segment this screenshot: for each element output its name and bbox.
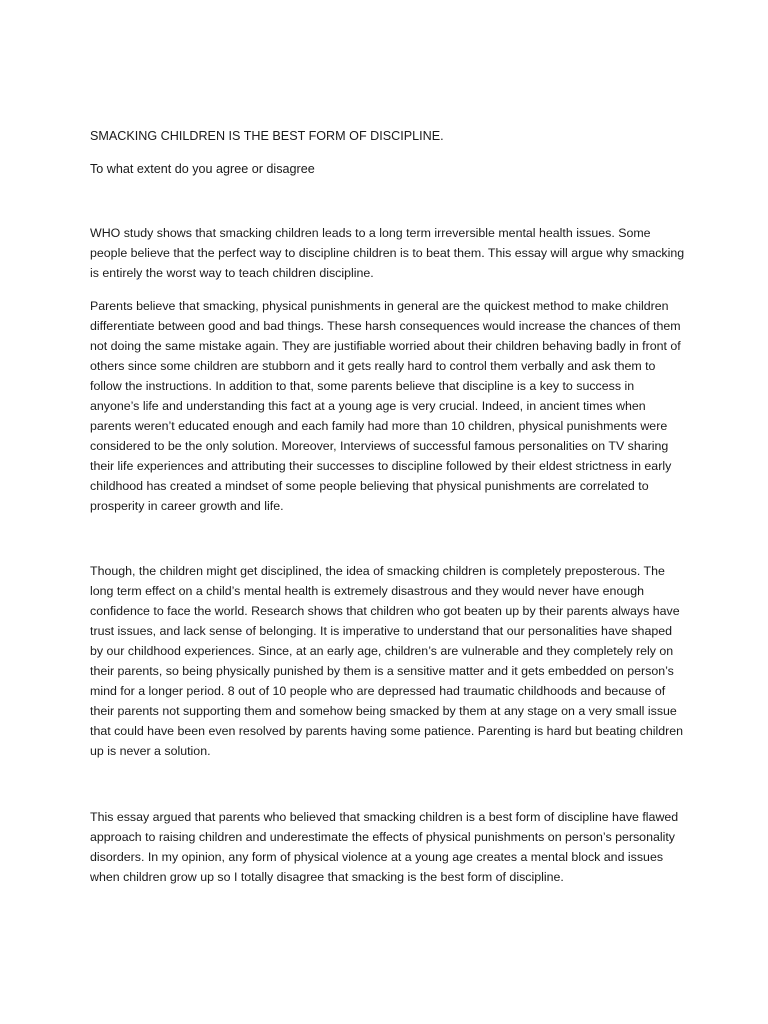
paragraph-conclusion: This essay argued that parents who believed that smacking children is a best form of discipline have flawed approach to raising children and underestimate the effects of physical punishments on person’s personality disorders. In my opinion, any form of physical violence at a young age creates a mental block and issues when children grow up so I totally disagree that smacking is the best form of discipline. (90, 810, 679, 884)
paragraph-body-one: Parents believe that smacking, physical punishments in general are the quickest method to make children differentiate between good and bad things. These harsh consequences would increase the chances of them not doing the same mistake again. They are justifiable worried about their children behaving badly in front of others since some children are stubborn and it gets really hard to control them verbally and ask them to follow the instructions. In addition to that, some parents believe that discipline is a key to success in anyone’s life and understanding this fact at a young age is very crucial. Indeed, in ancient times when parents weren’t educated enough and each family had more than 10 children, physical punishments were considered to be the only solution. Moreover, Interviews of successful famous personalities on TV sharing their life experiences and attributing their successes to discipline followed by their eldest strictness in early childhood has created a mindset of some people believing that physical punishments are correlated to prosperity in career growth and life. (90, 299, 681, 513)
paragraph-body-two: Though, the children might get disciplined, the idea of smacking children is completely preposterous. The long term effect on a child’s mental health is extremely disastrous and they would never have enough confidence to face the world. Research shows that children who got beaten up by their parents always have trust issues, and lack sense of belonging. It is imperative to understand that our personalities have shaped by our childhood experiences. Since, at an early age, children’s are vulnerable and they completely rely on their parents, so being physically punished by them is a sensitive matter and it gets embedded on person’s mind for a longer period. 8 out of 10 people who are depressed had traumatic childhoods and because of their parents not supporting them and somehow being smacked by them at any stage on a very small issue that could have been even resolved by parents having some patience. Parenting is hard but beating children up is never a solution. (90, 564, 684, 758)
paragraph-introduction: WHO study shows that smacking children leads to a long term irreversible mental health issues. Some people believe that the perfect way to discipline children is to beat them. This essay will argue why smacking is entirely the worst way to teach children discipline. (90, 226, 685, 280)
essay-title: SMACKING CHILDREN IS THE BEST FORM OF DISCIPLINE. (90, 129, 444, 143)
essay-question: To what extent do you agree or disagree (90, 162, 315, 176)
